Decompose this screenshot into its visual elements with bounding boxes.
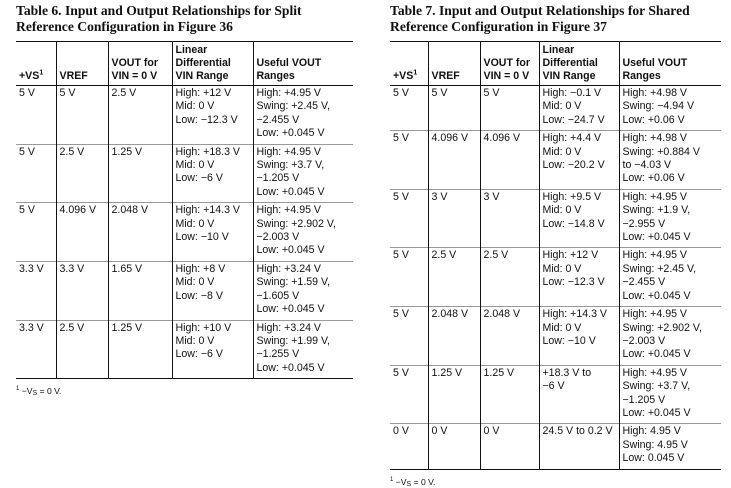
cell-linear-range: High: +10 V Mid: 0 V Low: −6 V (172, 320, 253, 379)
cell-vref: 2.5 V (56, 144, 108, 203)
cell-vref: 5 V (428, 86, 480, 131)
table-row (390, 424, 721, 469)
header-vout-for: VOUT for VIN = 0 V (108, 42, 172, 86)
cell-vref: 5 V (56, 86, 108, 145)
cell-useful-vout: High: +4.95 V Swing: +3.7 V, −1.205 V Low: +0.045 V (253, 144, 353, 203)
table-6-caption: Table 6. Input and Output Relationships for Split Reference Configuration in Figure 36 (16, 3, 302, 34)
table-7-header-row (390, 42, 721, 86)
cell-vout: 1.25 V (480, 365, 539, 424)
table-7-block (390, 0, 721, 488)
cell-vs: 5 V (393, 366, 409, 379)
cell-vref: 1.25 V (428, 365, 480, 424)
header-useful-vout: Useful VOUT Ranges (619, 42, 721, 86)
header-useful-vout: Useful VOUT Ranges (253, 42, 353, 86)
cell-vs: 5 V (393, 87, 409, 99)
cell-linear-range: 24.5 V to 0.2 V (539, 424, 619, 469)
table-row (390, 248, 721, 307)
cell-useful-vout: High: +4.98 V Swing: +0.884 V to −4.03 V Low: +0.06 V (619, 131, 721, 190)
table-6 (16, 41, 353, 379)
cell-vs: 5 V (393, 190, 409, 203)
table-7-body (390, 86, 721, 470)
cell-vref: 4.096 V (56, 203, 108, 262)
table-6-footnote: $^1$ −VS = 0 V. (16, 386, 62, 398)
cell-vout: 2.5 V (480, 248, 539, 307)
table-row (16, 144, 353, 203)
cell-vout: 1.25 V (108, 144, 172, 203)
header-vref: VREF (428, 42, 480, 86)
table-row (16, 86, 353, 145)
table-row (390, 307, 721, 366)
table-7-caption: Table 7. Input and Output Relationships for Shared Reference Configuration in Figure 37 (390, 3, 690, 34)
cell-vout: 1.65 V (108, 261, 172, 320)
cell-linear-range: High: +12 V Mid: 0 V Low: −12.3 V (539, 248, 619, 307)
header-vout-for: VOUT for VIN = 0 V (480, 42, 539, 86)
cell-useful-vout: High: +4.95 V Swing: +2.45 V, −2.455 V Low: +0.045 V (619, 248, 721, 307)
header-vs: $+VS^1$ (393, 69, 418, 82)
table-6-block (16, 0, 353, 397)
table-7 (390, 41, 721, 470)
cell-vout: 3 V (480, 189, 539, 248)
cell-vout: 5 V (480, 86, 539, 131)
cell-vout: 4.096 V (480, 131, 539, 190)
cell-linear-range: High: +14.3 V Mid: 0 V Low: −10 V (172, 203, 253, 262)
table-7-footnote: $^1$ −VS = 0 V. (390, 476, 436, 488)
cell-useful-vout: High: +4.98 V Swing: −4.94 V Low: +0.06 V (619, 86, 721, 131)
cell-useful-vout: High: +4.95 V Swing: +1.9 V, −2.955 V Low: +0.045 V (619, 189, 721, 248)
cell-vref: 2.5 V (56, 320, 108, 379)
table-row (16, 261, 353, 320)
header-vs: $+VS^1$ (19, 69, 44, 82)
cell-vs: 5 V (19, 204, 35, 217)
cell-vout: 0 V (480, 424, 539, 469)
cell-vref: 4.096 V (428, 131, 480, 190)
cell-useful-vout: High: +4.95 V Swing: +2.902 V, −2.003 V Low: +0.045 V (253, 203, 353, 262)
table-6-body (16, 86, 353, 379)
cell-useful-vout: High: +3.24 V Swing: +1.59 V, −1.605 V Low: +0.045 V (253, 261, 353, 320)
cell-linear-range: High: −0.1 V Mid: 0 V Low: −24.7 V (539, 86, 619, 131)
cell-useful-vout: High: 4.95 V Swing: 4.95 V Low: 0.045 V (619, 424, 721, 469)
cell-vref: 2.5 V (428, 248, 480, 307)
cell-linear-range: High: +4.4 V Mid: 0 V Low: −20.2 V (539, 131, 619, 190)
table-row (390, 365, 721, 424)
cell-vout: 2.048 V (108, 203, 172, 262)
table-row (390, 189, 721, 248)
cell-linear-range: High: +12 V Mid: 0 V Low: −12.3 V (172, 86, 253, 145)
cell-linear-range: High: +8 V Mid: 0 V Low: −8 V (172, 261, 253, 320)
cell-vref: 3 V (428, 189, 480, 248)
cell-linear-range: High: +14.3 V Mid: 0 V Low: −10 V (539, 307, 619, 366)
cell-vout: 2.048 V (480, 307, 539, 366)
cell-vref: 3.3 V (56, 261, 108, 320)
cell-vref: 2.048 V (428, 307, 480, 366)
cell-vs: 5 V (393, 132, 409, 145)
cell-vout: 1.25 V (108, 320, 172, 379)
cell-vs: 3.3 V (19, 321, 44, 334)
table-row (16, 203, 353, 262)
cell-linear-range: High: +18.3 V Mid: 0 V Low: −6 V (172, 144, 253, 203)
cell-vout: 2.5 V (108, 86, 172, 145)
cell-vref: 0 V (428, 424, 480, 469)
cell-useful-vout: High: +4.95 V Swing: +2.45 V, −2.455 V Low: +0.045 V (253, 86, 353, 145)
cell-linear-range: High: +9.5 V Mid: 0 V Low: −14.8 V (539, 189, 619, 248)
cell-vs: 5 V (19, 87, 35, 99)
cell-vs: 5 V (19, 145, 35, 158)
cell-useful-vout: High: +4.95 V Swing: +2.902 V, −2.003 V Low: +0.045 V (619, 307, 721, 366)
table-row (16, 320, 353, 379)
cell-vs: 5 V (393, 249, 409, 262)
table-row (390, 131, 721, 190)
cell-useful-vout: High: +3.24 V Swing: +1.99 V, −1.255 V Low: +0.045 V (253, 320, 353, 379)
cell-useful-vout: High: +4.95 V Swing: +3.7 V, −1.205 V Low: +0.045 V (619, 365, 721, 424)
cell-linear-range: +18.3 V to −6 V (539, 365, 619, 424)
table-6-header-row (16, 42, 353, 86)
cell-vs: 0 V (393, 425, 409, 438)
table-row (390, 86, 721, 131)
header-linear-range: Linear Differential VIN Range (539, 42, 619, 86)
cell-vs: 3.3 V (19, 262, 44, 275)
header-vref: VREF (56, 42, 108, 86)
header-linear-range: Linear Differential VIN Range (172, 42, 253, 86)
cell-vs: 5 V (393, 308, 409, 321)
